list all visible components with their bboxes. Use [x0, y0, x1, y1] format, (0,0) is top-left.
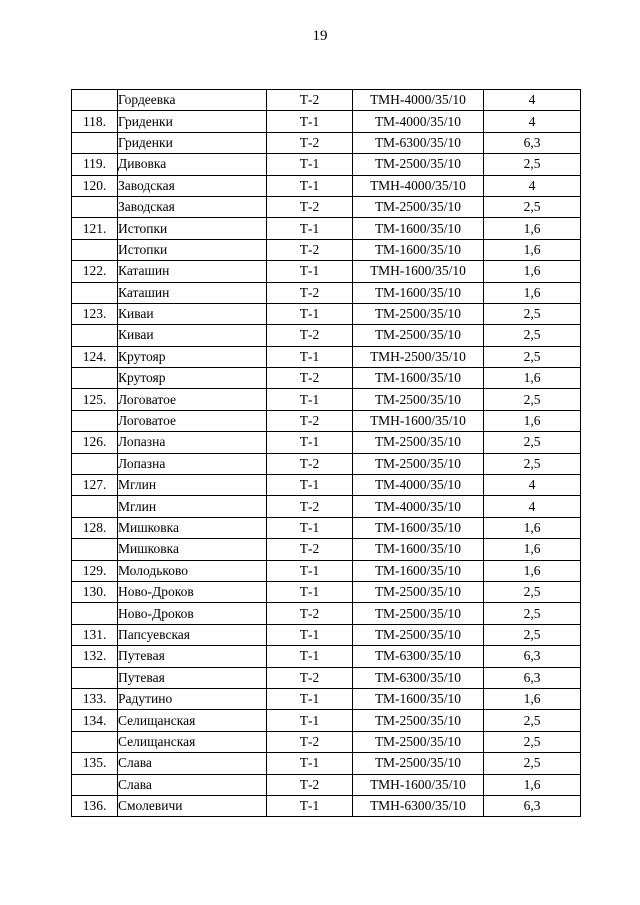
- substation-name-cell: Слава: [118, 753, 267, 774]
- transformer-model-cell: ТМ-6300/35/10: [353, 667, 484, 688]
- transformer-id-cell: Т-1: [267, 175, 353, 196]
- substation-table: [71, 89, 581, 817]
- row-number-cell: [72, 132, 118, 153]
- substation-name-cell: Селищанская: [118, 731, 267, 752]
- row-number-cell: 120.: [72, 175, 118, 196]
- transformer-id-cell: Т-1: [267, 346, 353, 367]
- row-number-cell: [72, 774, 118, 795]
- power-cell: 4: [484, 496, 581, 517]
- transformer-model-cell: ТМ-1600/35/10: [353, 218, 484, 239]
- row-number-cell: [72, 410, 118, 431]
- table-row: [72, 154, 581, 175]
- transformer-id-cell: Т-2: [267, 410, 353, 431]
- transformer-model-cell: ТМ-2500/35/10: [353, 624, 484, 645]
- substation-name-cell: Смолевичи: [118, 795, 267, 816]
- power-cell: 2,5: [484, 389, 581, 410]
- transformer-id-cell: Т-1: [267, 261, 353, 282]
- table-row: [72, 261, 581, 282]
- transformer-model-cell: ТМ-6300/35/10: [353, 646, 484, 667]
- power-cell: 2,5: [484, 624, 581, 645]
- power-cell: 2,5: [484, 154, 581, 175]
- transformer-model-cell: ТМ-4000/35/10: [353, 475, 484, 496]
- table-row: [72, 239, 581, 260]
- transformer-model-cell: ТМ-2500/35/10: [353, 196, 484, 217]
- power-cell: 1,6: [484, 560, 581, 581]
- substation-name-cell: Логоватое: [118, 389, 267, 410]
- power-cell: 2,5: [484, 453, 581, 474]
- power-cell: 4: [484, 90, 581, 111]
- power-cell: 1,6: [484, 539, 581, 560]
- power-cell: 6,3: [484, 667, 581, 688]
- transformer-id-cell: Т-1: [267, 795, 353, 816]
- table-row: [72, 731, 581, 752]
- substation-name-cell: Каташин: [118, 261, 267, 282]
- power-cell: 4: [484, 475, 581, 496]
- transformer-model-cell: ТМ-1600/35/10: [353, 560, 484, 581]
- table-row: [72, 368, 581, 389]
- substation-name-cell: Мишковка: [118, 539, 267, 560]
- row-number-cell: 130.: [72, 581, 118, 602]
- table-row: [72, 453, 581, 474]
- table-row: [72, 475, 581, 496]
- power-cell: 1,6: [484, 261, 581, 282]
- substation-name-cell: Лопазна: [118, 432, 267, 453]
- substation-name-cell: Заводская: [118, 175, 267, 196]
- transformer-model-cell: ТМ-2500/35/10: [353, 154, 484, 175]
- power-cell: 4: [484, 175, 581, 196]
- page-number: 19: [312, 28, 328, 44]
- transformer-model-cell: ТМ-2500/35/10: [353, 581, 484, 602]
- transformer-id-cell: Т-1: [267, 389, 353, 410]
- table-row: [72, 795, 581, 816]
- table-row: [72, 218, 581, 239]
- transformer-id-cell: Т-1: [267, 581, 353, 602]
- substation-name-cell: Ново-Дроков: [118, 603, 267, 624]
- row-number-cell: [72, 539, 118, 560]
- table-row: [72, 389, 581, 410]
- transformer-model-cell: ТМ-2500/35/10: [353, 753, 484, 774]
- transformer-model-cell: ТМ-2500/35/10: [353, 453, 484, 474]
- power-cell: 1,6: [484, 517, 581, 538]
- transformer-id-cell: Т-1: [267, 710, 353, 731]
- table-body: [72, 90, 581, 817]
- transformer-id-cell: Т-2: [267, 282, 353, 303]
- power-cell: 1,6: [484, 218, 581, 239]
- power-cell: 2,5: [484, 346, 581, 367]
- power-cell: 1,6: [484, 282, 581, 303]
- substation-name-cell: Истопки: [118, 218, 267, 239]
- substation-name-cell: Мишковка: [118, 517, 267, 538]
- row-number-cell: [72, 667, 118, 688]
- row-number-cell: 133.: [72, 688, 118, 709]
- substation-name-cell: Лопазна: [118, 453, 267, 474]
- row-number-cell: 122.: [72, 261, 118, 282]
- substation-name-cell: Слава: [118, 774, 267, 795]
- power-cell: 2,5: [484, 581, 581, 602]
- table-row: [72, 710, 581, 731]
- transformer-id-cell: Т-2: [267, 731, 353, 752]
- substation-name-cell: Путевая: [118, 646, 267, 667]
- transformer-model-cell: ТМ-1600/35/10: [353, 539, 484, 560]
- transformer-id-cell: Т-1: [267, 688, 353, 709]
- transformer-id-cell: Т-2: [267, 774, 353, 795]
- substation-name-cell: Молодьково: [118, 560, 267, 581]
- row-number-cell: 123.: [72, 303, 118, 324]
- transformer-id-cell: Т-2: [267, 239, 353, 260]
- substation-name-cell: Селищанская: [118, 710, 267, 731]
- row-number-cell: [72, 196, 118, 217]
- table-row: [72, 560, 581, 581]
- table-row: [72, 517, 581, 538]
- transformer-model-cell: ТМ-2500/35/10: [353, 432, 484, 453]
- row-number-cell: 132.: [72, 646, 118, 667]
- table-row: [72, 603, 581, 624]
- transformer-model-cell: ТМ-6300/35/10: [353, 132, 484, 153]
- substation-name-cell: Заводская: [118, 196, 267, 217]
- transformer-model-cell: ТМ-1600/35/10: [353, 239, 484, 260]
- row-number-cell: 136.: [72, 795, 118, 816]
- substation-name-cell: Киваи: [118, 325, 267, 346]
- transformer-id-cell: Т-1: [267, 753, 353, 774]
- transformer-model-cell: ТМ-2500/35/10: [353, 389, 484, 410]
- transformer-id-cell: Т-2: [267, 368, 353, 389]
- row-number-cell: 121.: [72, 218, 118, 239]
- transformer-id-cell: Т-1: [267, 432, 353, 453]
- transformer-id-cell: Т-1: [267, 303, 353, 324]
- transformer-id-cell: Т-2: [267, 539, 353, 560]
- table-row: [72, 410, 581, 431]
- power-cell: 2,5: [484, 731, 581, 752]
- transformer-id-cell: Т-2: [267, 325, 353, 346]
- transformer-id-cell: Т-1: [267, 624, 353, 645]
- substation-name-cell: Ново-Дроков: [118, 581, 267, 602]
- transformer-id-cell: Т-2: [267, 667, 353, 688]
- row-number-cell: 118.: [72, 111, 118, 132]
- transformer-id-cell: Т-1: [267, 560, 353, 581]
- transformer-id-cell: Т-2: [267, 453, 353, 474]
- transformer-id-cell: Т-2: [267, 132, 353, 153]
- substation-name-cell: Гриденки: [118, 132, 267, 153]
- transformer-model-cell: ТМН-4000/35/10: [353, 90, 484, 111]
- transformer-model-cell: ТМ-1600/35/10: [353, 282, 484, 303]
- substation-name-cell: Радутино: [118, 688, 267, 709]
- transformer-id-cell: Т-2: [267, 496, 353, 517]
- row-number-cell: 128.: [72, 517, 118, 538]
- transformer-model-cell: ТМ-1600/35/10: [353, 368, 484, 389]
- table-row: [72, 496, 581, 517]
- transformer-id-cell: Т-1: [267, 154, 353, 175]
- transformer-model-cell: ТМН-1600/35/10: [353, 261, 484, 282]
- row-number-cell: [72, 453, 118, 474]
- row-number-cell: 126.: [72, 432, 118, 453]
- substation-name-cell: Крутояр: [118, 368, 267, 389]
- power-cell: 1,6: [484, 688, 581, 709]
- transformer-model-cell: ТМ-2500/35/10: [353, 710, 484, 731]
- substation-name-cell: Папсуевская: [118, 624, 267, 645]
- table-row: [72, 432, 581, 453]
- row-number-cell: [72, 239, 118, 260]
- substation-name-cell: Каташин: [118, 282, 267, 303]
- row-number-cell: 135.: [72, 753, 118, 774]
- table-row: [72, 325, 581, 346]
- table-row: [72, 624, 581, 645]
- transformer-model-cell: ТМН-6300/35/10: [353, 795, 484, 816]
- transformer-id-cell: Т-1: [267, 111, 353, 132]
- power-cell: 2,5: [484, 432, 581, 453]
- transformer-model-cell: ТМН-1600/35/10: [353, 774, 484, 795]
- row-number-cell: [72, 90, 118, 111]
- transformer-model-cell: ТМ-4000/35/10: [353, 111, 484, 132]
- table-row: [72, 774, 581, 795]
- power-cell: 1,6: [484, 410, 581, 431]
- power-cell: 2,5: [484, 753, 581, 774]
- row-number-cell: 127.: [72, 475, 118, 496]
- power-cell: 4: [484, 111, 581, 132]
- table-row: [72, 346, 581, 367]
- substation-name-cell: Крутояр: [118, 346, 267, 367]
- transformer-id-cell: Т-1: [267, 646, 353, 667]
- substation-name-cell: Логоватое: [118, 410, 267, 431]
- table-row: [72, 581, 581, 602]
- transformer-id-cell: Т-1: [267, 517, 353, 538]
- transformer-id-cell: Т-2: [267, 603, 353, 624]
- row-number-cell: 124.: [72, 346, 118, 367]
- transformer-model-cell: ТМ-2500/35/10: [353, 731, 484, 752]
- power-cell: 1,6: [484, 368, 581, 389]
- transformer-model-cell: ТМН-1600/35/10: [353, 410, 484, 431]
- table-row: [72, 753, 581, 774]
- row-number-cell: [72, 368, 118, 389]
- transformer-model-cell: ТМ-2500/35/10: [353, 325, 484, 346]
- transformer-model-cell: ТМ-4000/35/10: [353, 496, 484, 517]
- substation-name-cell: Мглин: [118, 475, 267, 496]
- table-row: [72, 196, 581, 217]
- row-number-cell: 131.: [72, 624, 118, 645]
- power-cell: 2,5: [484, 303, 581, 324]
- power-cell: 2,5: [484, 196, 581, 217]
- transformer-model-cell: ТМ-2500/35/10: [353, 303, 484, 324]
- substation-name-cell: Дивовка: [118, 154, 267, 175]
- row-number-cell: 134.: [72, 710, 118, 731]
- transformer-model-cell: ТМ-1600/35/10: [353, 688, 484, 709]
- table-row: [72, 688, 581, 709]
- table-row: [72, 667, 581, 688]
- row-number-cell: 125.: [72, 389, 118, 410]
- substation-name-cell: Гриденки: [118, 111, 267, 132]
- row-number-cell: [72, 282, 118, 303]
- transformer-id-cell: Т-1: [267, 218, 353, 239]
- table-row: [72, 303, 581, 324]
- transformer-id-cell: Т-2: [267, 90, 353, 111]
- power-cell: 2,5: [484, 325, 581, 346]
- row-number-cell: 129.: [72, 560, 118, 581]
- substation-name-cell: Киваи: [118, 303, 267, 324]
- table-row: [72, 90, 581, 111]
- row-number-cell: [72, 731, 118, 752]
- power-cell: 1,6: [484, 774, 581, 795]
- substation-name-cell: Истопки: [118, 239, 267, 260]
- table-row: [72, 111, 581, 132]
- row-number-cell: 119.: [72, 154, 118, 175]
- power-cell: 1,6: [484, 239, 581, 260]
- transformer-model-cell: ТМ-1600/35/10: [353, 517, 484, 538]
- power-cell: 6,3: [484, 132, 581, 153]
- table-row: [72, 646, 581, 667]
- transformer-model-cell: ТМН-4000/35/10: [353, 175, 484, 196]
- transformer-model-cell: ТМ-2500/35/10: [353, 603, 484, 624]
- row-number-cell: [72, 496, 118, 517]
- table-row: [72, 132, 581, 153]
- power-cell: 6,3: [484, 646, 581, 667]
- row-number-cell: [72, 603, 118, 624]
- transformer-id-cell: Т-2: [267, 196, 353, 217]
- transformer-model-cell: ТМН-2500/35/10: [353, 346, 484, 367]
- table-row: [72, 175, 581, 196]
- table-row: [72, 539, 581, 560]
- table-row: [72, 282, 581, 303]
- power-cell: 6,3: [484, 795, 581, 816]
- power-cell: 2,5: [484, 603, 581, 624]
- row-number-cell: [72, 325, 118, 346]
- transformer-id-cell: Т-1: [267, 475, 353, 496]
- substation-name-cell: Гордеевка: [118, 90, 267, 111]
- substation-name-cell: Путевая: [118, 667, 267, 688]
- power-cell: 2,5: [484, 710, 581, 731]
- substation-name-cell: Мглин: [118, 496, 267, 517]
